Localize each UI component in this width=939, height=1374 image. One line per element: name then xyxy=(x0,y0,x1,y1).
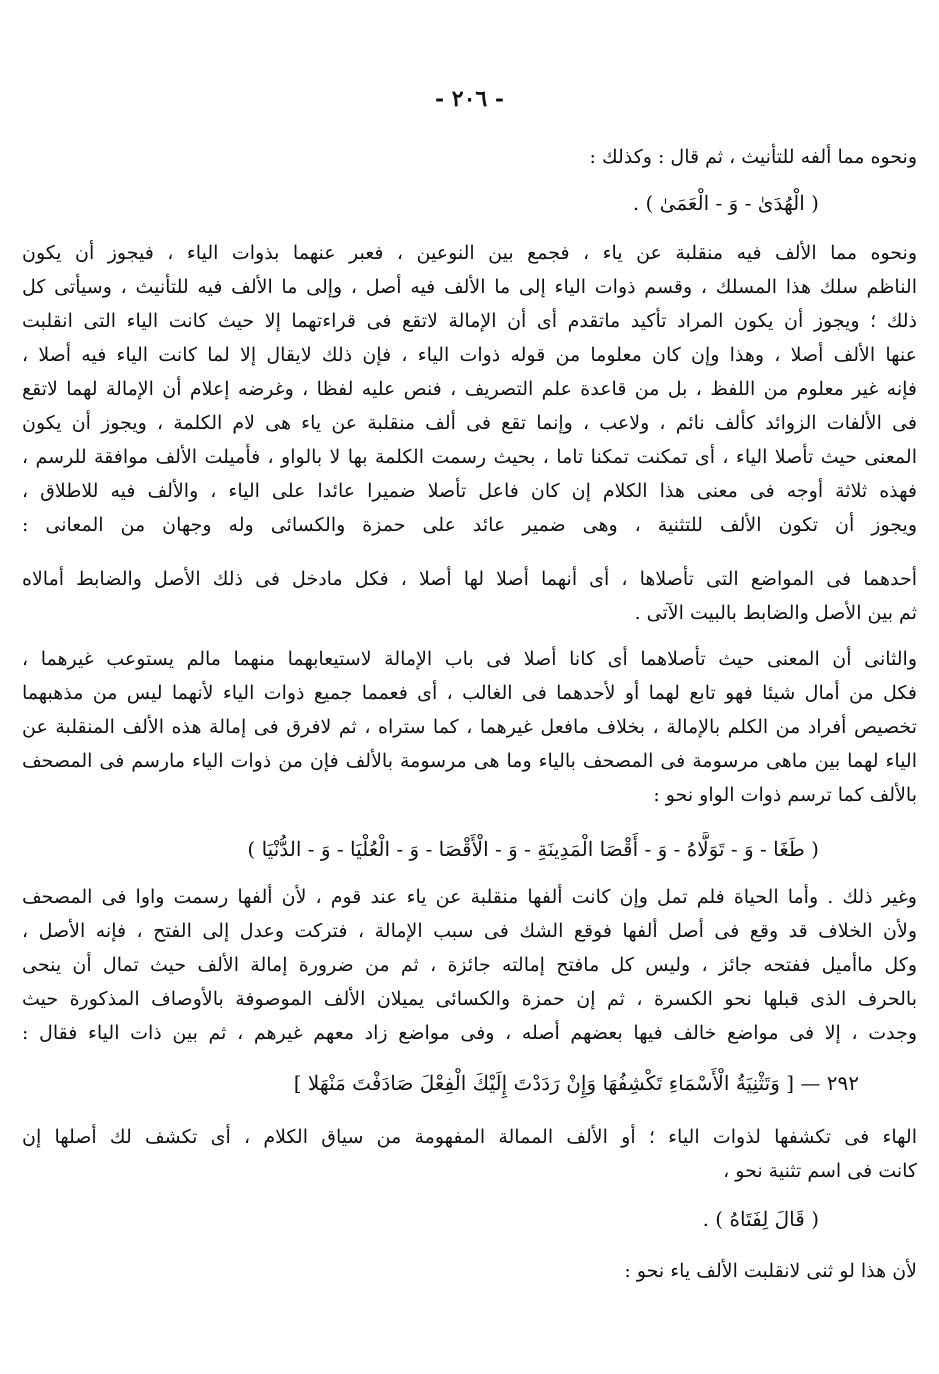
text-line: فإنه غير معلوم من اللفظ ، بل من قاعدة علم التصريف ، فنص عليه لفظا ، وغرضه إعلام أن الإمالة لهما لاتقع xyxy=(22,378,917,400)
text-line: ولأن الخلاف قد وقع فى أصل ألفها فوقع الشك فى سبب الإمالة ، فتركت وعدل إلى الفتح ، فإنه الأصل ، xyxy=(22,920,917,942)
text-line: بالألف كما ترسم ذوات الواو نحو : xyxy=(653,784,917,806)
text-line: الناظم سلك هذا المسلك ، وقسم ذوات الياء إلى ما الألف فيه أصل ، وإلى ما الألف فيه للتأنيث ، وسيأتى كل xyxy=(22,276,917,298)
page-number: - ٢٠٦ - xyxy=(434,86,505,112)
quran-quote-line: ( الْهُدَىٰ - وَ - الْعَمَىٰ ) . xyxy=(632,191,819,215)
text-line: وكل ماأميل ففتحه جائز ، وليس كل مافتح إمالته جائزة ، ثم من ضرورة إمالة الألف حيث تمال أن ينحى xyxy=(22,954,917,976)
text-line: وغير ذلك . وأما الحياة فلم تمل وإن كانت ألفها منقلبة عن ياء عند قوم ، لأن ألفها رسمت واوا فى المصحف xyxy=(22,886,917,908)
text-line: أحدهما فى المواضع التى تأصلاها ، أى أنهما أصلا لها أصلا ، فكل مادخل فى ذلك الأصل والضابط أمالاه xyxy=(22,568,917,590)
text-line: تخصيص أفراد من الكلم بالإمالة ، بخلاف مافعل غيرهما ، كما ستراه ، ثم لافرق فى إمالة هذه الألف المنقلبة عن xyxy=(22,716,917,738)
text-line: ونحوه مما ألفه للتأنيث ، ثم قال : وكذلك : xyxy=(589,146,917,168)
text-line: ثم بين الأصل والضابط بالبيت الآتى . xyxy=(634,602,917,624)
text-line: كانت فى اسم تثنية نحو ، xyxy=(723,1160,917,1182)
text-line: الياء لهما بين ماهى مرسومة فى المصحف بالياء وما هى مرسومة بالألف فإن من ذوات الياء مارسم فى المصحف xyxy=(22,750,917,772)
text-line: فى الألفات الزوائد كألف نائم ، ولاعب ، وإنما تقع فى ألف منقلبة عن ياء هى لام الكلمة ، ويجوز أن يكون xyxy=(22,412,917,434)
poem-verse-line: ٢٩٢ — [ وَتَثْنِيَةُ الْأَسْمَاءِ تَكْشِفُهَا وَإِنْ رَدَدْتَ إِلَيْكَ الْفِعْلَ صَادَفْتَ مَنْهَلا ] xyxy=(293,1071,859,1095)
text-line: والثانى أن المعنى حيث تأصلاهما أى كانا أصلا فى باب الإمالة لاستيعابهما منهما مالم يستوعب غيرهما ، xyxy=(22,648,917,670)
text-line: المعنى حيث تأصلا الياء ، أى تمكنت تمكنا تاما ، بحيث رسمت الكلمة بها لا بالواو ، فأميلت الألف موافقة للرسم ، xyxy=(22,446,917,468)
text-line: عنها الألف أصلا ، وهذا وإن كان معلوما من قوله ذوات الياء ، فإن ذلك لايقال إلا لما كانت الياء فيه أصلا ، xyxy=(22,344,917,366)
text-line: وجدت ، إلا فى مواضع خالف فيها بعضهم أصله ، وفى مواضع زاد معهم غيرهم ، ثم بين ذات الياء فقال : xyxy=(22,1022,917,1044)
text-line: بالحرف الذى قبلها نحو الكسرة ، ثم إن حمزة والكسائى يميلان الألف الموصوفة بالأوصاف المذكورة حيث xyxy=(22,988,917,1010)
quran-quote-line: ( طَغَا - وَ - تَوَلَّاهُ - وَ - أَقْصَا الْمَدِينَةِ - وَ - الْأَقْصَا - وَ - الْعُلْيَا - وَ - الدُّنْيَا ) xyxy=(247,837,819,861)
text-line: لأن هذا لو ثنى لانقلبت الألف ياء نحو : xyxy=(624,1260,917,1282)
text-line: ذلك ؛ ويجوز أن يكون المراد تأكيد ماتقدم أى أن الإمالة لاتقع فى قراءتهما إلا حيث كانت الياء التى انقلبت xyxy=(22,310,917,332)
text-line: فكل من أمال شيئا فهو تابع لهما أو لأحدهما فى الغالب ، أى فعمما جميع ذوات الياء لأنهما ليس من مذهبهما xyxy=(22,682,917,704)
text-line: ونحوه مما الألف فيه منقلبة عن ياء ، فجمع بين النوعين ، فعبر عنهما بذوات الياء ، فيجوز أن يكون xyxy=(22,242,917,264)
quran-quote-line: ( قَالَ لِفَتَاهُ ) . xyxy=(702,1207,819,1231)
text-line: فهذه ثلاثة أوجه فى معنى هذا الكلام إن كان فاعل تأصلا ضميرا عائدا على الياء ، والألف فيه للاطلاق ، xyxy=(22,480,917,502)
text-line: الهاء فى تكشفها لذوات الياء ؛ أو الألف الممالة المفهومة من سياق الكلام ، أى تكشف لك أصلها إن xyxy=(22,1126,917,1148)
text-line: ويجوز أن تكون الألف للتثنية ، وهى ضمير عائد على حمزة والكسائى وله وجهان من المعانى : xyxy=(22,514,917,536)
